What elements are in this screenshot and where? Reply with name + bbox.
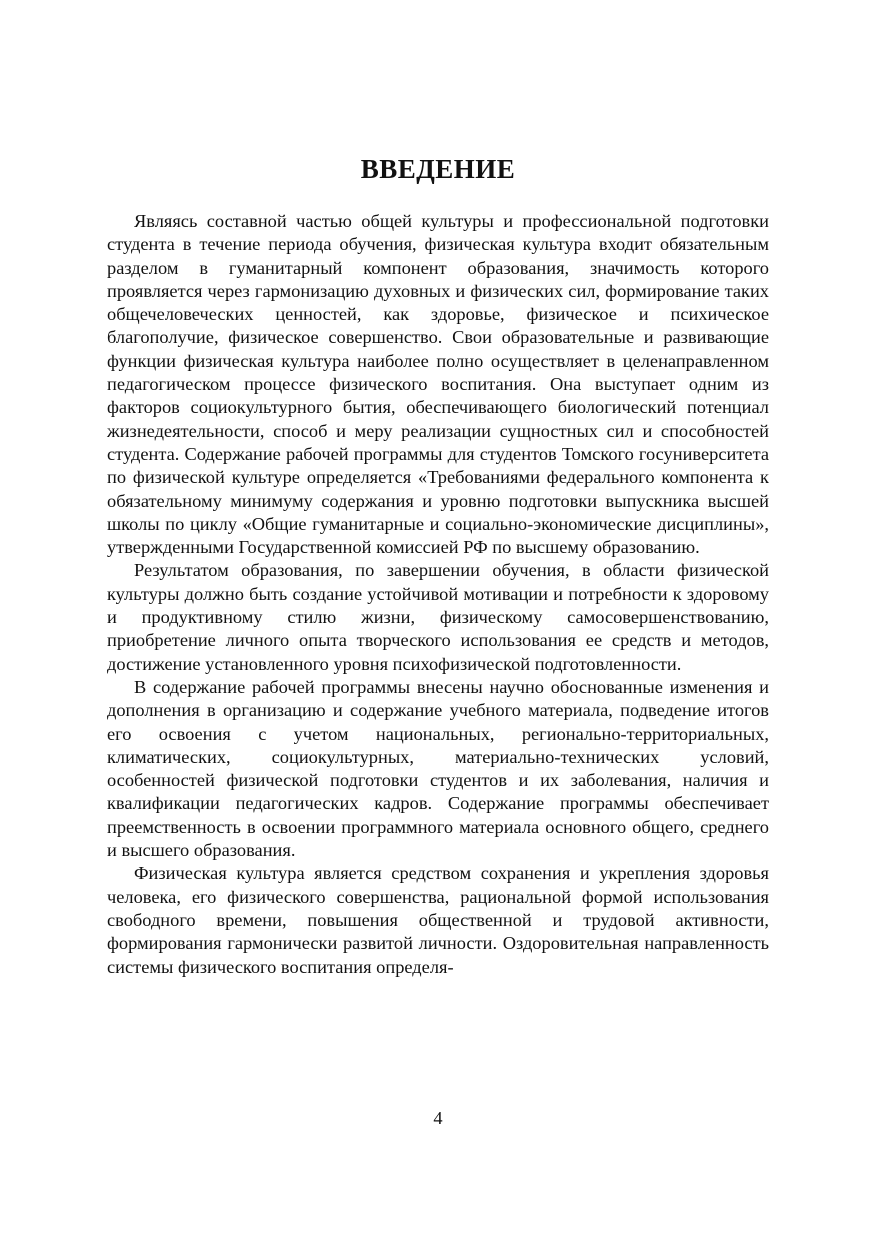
paragraph: Являясь составной частью общей культуры и профессиональной подготовки студента в течение периода обучения, физическая культура входит обязательным разделом в гуманитарный компонент образования, значимость которого проявляется через гармонизацию духовных и физических сил, формирование таких общечеловеческих ценностей, как здоровье, физическое и психическое благополучие, физическое совершенство. Свои образовательные и развивающие функции физическая культура наиболее полно осуществляет в целенаправленном педагогическом процессе физического воспитания. Она выступает одним из факторов социокультурного бытия, обеспечивающего биологический потенциал жизнедеятельности, способ и меру реализации сущностных сил и способностей студента. Содержание рабочей программы для студентов Томского госуниверситета по физической культуре определяется «Требованиями федерального компонента к обязательному минимуму содержания и уровню подготовки выпускника высшей школы по циклу «Общие гуманитарные и социально-экономические дисциплины», утвержденными Государственной комиссией РФ по высшему образованию. <box>107 211 769 558</box>
paragraph: Результатом образования, по завершении обучения, в области физической культуры должно быть создание устойчивой мотивации и потребности к здоровому и продуктивному стилю жизни, физическому самосовершенствованию, приобретение личного опыта творческого использования ее средств и методов, достижение установленного уровня психофизической подготовленности. <box>107 560 769 674</box>
paragraph: Физическая культура является средством сохранения и укрепления здоровья человека, его физического совершенства, рациональной формой использования свободного времени, повышения общественной и трудовой активности, формирования гармонически развитой личности. Оздоровительная направленность системы физического воспитания определя- <box>107 863 769 977</box>
body-text <box>107 210 769 979</box>
paragraph: В содержание рабочей программы внесены научно обоснованные изменения и дополнения в организацию и содержание учебного материала, подведение итогов его освоения с учетом национальных, регионально-территориальных, климатических, социокультурных, материально-технических условий, особенностей физической подготовки студентов и их заболевания, наличия и квалификации педагогических кадров. Содержание программы обеспечивает преемственность в освоении программного материала основного общего, среднего и высшего образования. <box>107 676 769 861</box>
page-title: ВВЕДЕНИЕ <box>360 154 516 184</box>
page-number: 4 <box>433 1108 443 1128</box>
